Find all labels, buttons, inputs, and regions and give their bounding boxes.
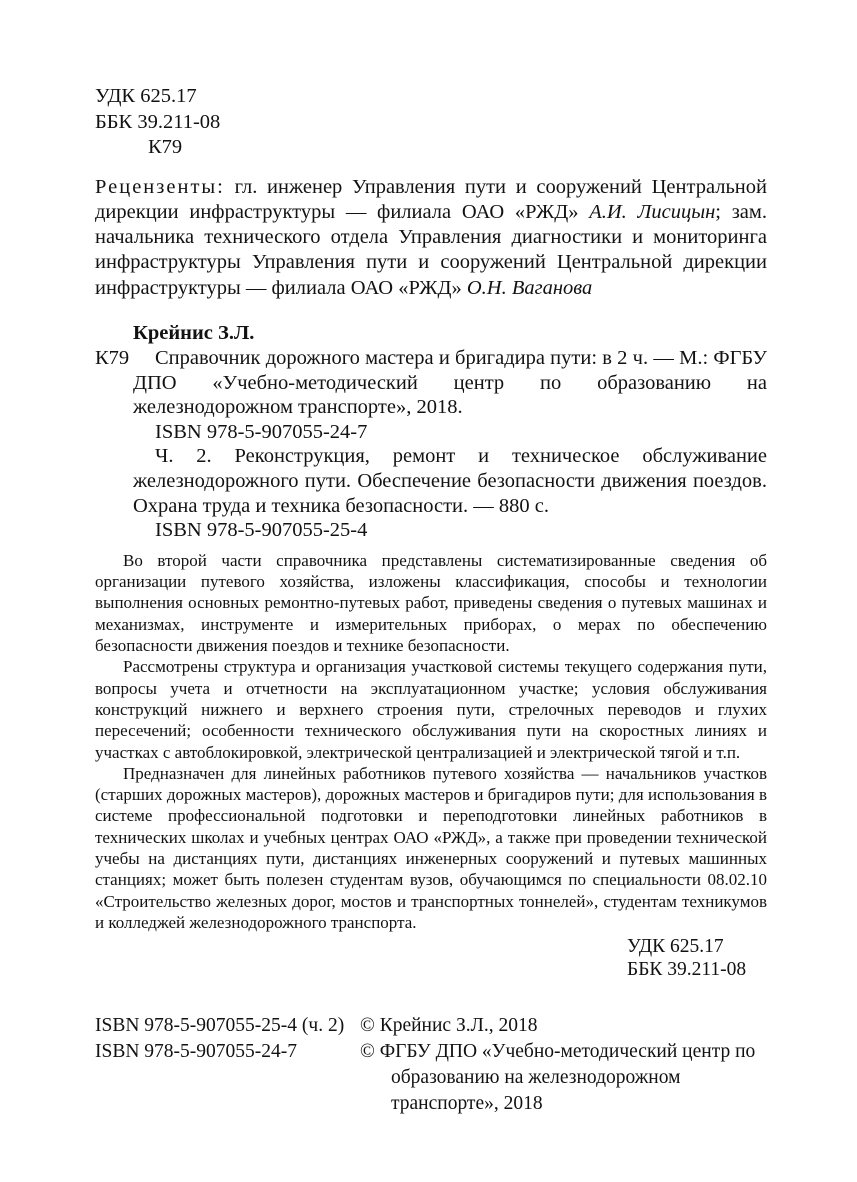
copyright-publisher: ФГБУ ДПО «Учебно-методический центр по образованию на железнодорожном транспорте», 2018 — [379, 1041, 756, 1115]
catalog-part-wrap — [133, 444, 767, 518]
reviewers-label: Рецензенты: — [95, 175, 225, 198]
annotation-paragraph-1: Во второй части справочника представлены систематизированные сведения об организации путевого хозяйства, изложены классификация, способы и технологии выполнения основных ремонтно-путевых работ, приведены сведения о путевых машинах и механизмах, инструменте и измерительных приборах, о мерах по обеспечению безопасности движения поездов и технике безопасности. — [95, 550, 767, 656]
udk-code-bottom: УДК 625.17 — [627, 936, 724, 958]
bbk-code-top: ББК 39.211-08 — [95, 110, 221, 133]
reviewer-name-2: О.Н. Ваганова — [466, 276, 593, 299]
catalog-author: Крейнис З.Л. — [133, 322, 255, 345]
annotation-paragraph-3: Предназначен для линейных работников путевого хозяйства — начальников участков (старших дорожных мастеров), дорожных мастеров и бригадиров пути; для использования в системе профессиональной подготовки и переподготовки линейных работников в технических школах и учебных центрах ОАО «РЖД», а также при проведении технической учебы на дистанциях пути, дистанциях инженерных сооружений и путевых машинных станциях; может быть полезен студентам вузов, обучающимся по специальности 08.02.10 «Строительство железных дорог, мостов и транспортных тоннелей», студентам техникумов и колледжей железнодорожного транспорта. — [95, 763, 767, 932]
imprint-isbn-set: ISBN 978-5-907055-24-7 — [95, 1041, 298, 1063]
annotation-paragraph-2: Рассмотрены структура и организация участковой системы текущего содержания пути, вопросы учета и отчетности на эксплуатационном участке; условия обслуживания конструкций нижнего и верхнего строения пути, стрелочных переводов и глухих пересечений; особенности технического обслуживания пути на скоростных линиях и участках с автоблокировкой, электрической централизацией и электрической тягой и т.п. — [95, 657, 767, 762]
reviewer-name-1: А.И. Лисицын — [589, 200, 716, 223]
copyright-author: Крейнис З.Л., 2018 — [379, 1015, 538, 1037]
catalog-code: К79 — [95, 347, 130, 370]
author-sign-top: К79 — [148, 136, 183, 158]
copyright-publisher-line — [360, 1039, 767, 1117]
copyright-author-line — [360, 1013, 767, 1039]
copyright-symbol: © — [360, 1041, 375, 1063]
catalog-part-entry: Ч. 2. Реконструкция, ремонт и техническое обслуживание железнодорожного пути. Обеспечение безопасности движения поездов. Охрана труда и техника безопасности. — 880 с. — [133, 445, 767, 517]
imprint-copyright-column — [360, 1013, 767, 1117]
footer-codes-block — [627, 935, 767, 981]
annotation-block — [95, 550, 767, 933]
isbn-part-2: ISBN 978-5-907055-25-4 — [155, 519, 368, 542]
copyright-symbol: © — [360, 1015, 375, 1037]
isbn-volume-set: ISBN 978-5-907055-24-7 — [155, 420, 368, 443]
catalog-main-entry: Справочник дорожного мастера и бригадира пути: в 2 ч. — М.: ФГБУ ДПО «Учебно-методический центр по образованию на железнодорожном транспорте», 2018. — [133, 347, 767, 419]
imprint-isbn-part: ISBN 978-5-907055-25-4 (ч. 2) — [95, 1015, 345, 1037]
header-codes-block — [95, 84, 767, 161]
imprint-isbn-column — [95, 1013, 360, 1117]
catalog-card — [95, 321, 767, 542]
reviewer-text-1: гл. инженер Управления пути и сооружений Центральной дирекции инфраструктуры — филиала ОАО «РЖД» — [95, 175, 767, 223]
reviewer-text-2: ; зам. начальника технического отдела Управления диагностики и мониторинга инфраструктуры Управления пути и сооружений Центральной дирекции инфраструктуры — филиала ОАО «РЖД» — [95, 200, 767, 299]
udk-code-top: УДК 625.17 — [95, 85, 197, 107]
bbk-code-bottom: ББК 39.211-08 — [627, 959, 747, 981]
reviewers-paragraph — [95, 175, 767, 301]
imprint-block — [95, 1013, 767, 1117]
catalog-entry-wrap — [95, 346, 767, 420]
